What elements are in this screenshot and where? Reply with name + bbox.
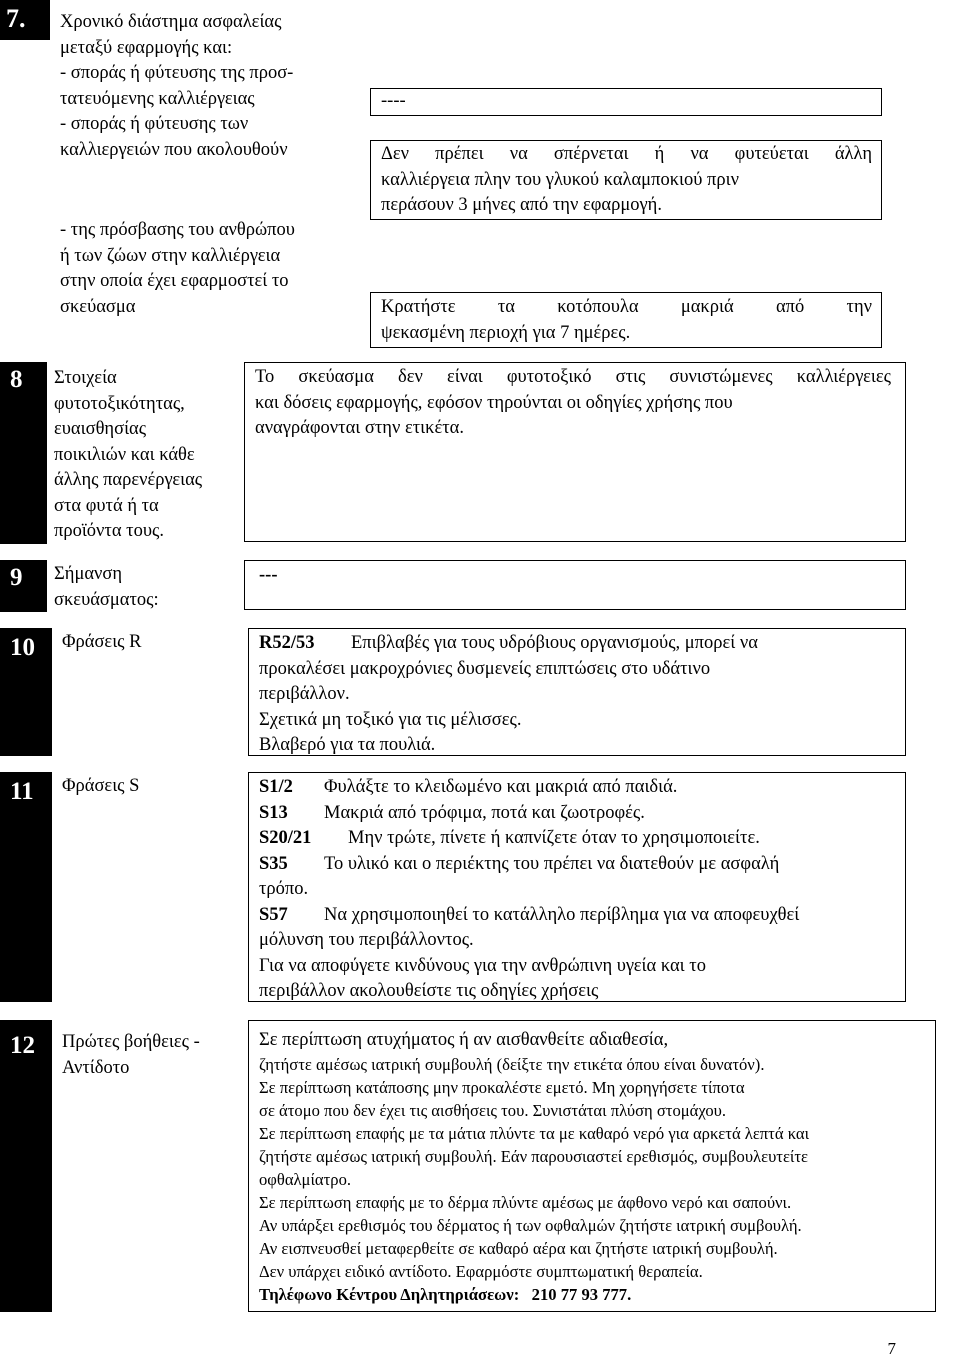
section-number-7: 7. [0,0,50,40]
value-line: περιβάλλον. [259,684,350,704]
value-line: ψεκασμένη περιοχή για 7 ημέρες. [381,322,631,343]
label-line: τατευόμενης καλλιέργειας [60,88,255,109]
value-line: σε άτομο που δεν έχει τις αισθήσεις του. Συνιστάται πλύση στομάχου. [259,1101,727,1120]
labelling-value-box [244,560,906,610]
section-number-9: 9 [0,560,47,612]
phytotoxicity-value-box [244,362,906,542]
label-line: στα φυτά ή τα [54,495,159,516]
value-line: Δεν υπάρχει ειδικό αντίδοτο. Εφαρμόστε συμπτωματική θεραπεία. [259,1262,703,1281]
value-line: προκαλέσει μακροχρόνιες δυσμενείς επιπτώσεις στο υδάτινο [259,658,711,679]
s-phrase-line [259,826,905,852]
s-phrase-line [259,775,905,801]
label-line: ή των ζώων στην καλλιέργεια [60,245,281,266]
value-line: ζητήστε αμέσως ιατρική συμβουλή. Εάν παρουσιαστεί ερεθισμός, συμβουλευτείτε [259,1147,809,1166]
value-line: οφθαλμίατρο. [259,1170,352,1189]
s-phrase-line [259,801,905,827]
r-phrase-text: Επιβλαβές για τους υδρόβιους οργανισμούς, μπορεί να [351,633,758,653]
s-phrase-code: S57 [259,904,288,925]
label-line: άλλης παρενέργειας [54,470,203,490]
s-phrase-text: Να χρησιμοποιηθεί το κατάλληλο περίβλημα για να αποφευχθεί [324,904,800,925]
value-line: Αν εισπνευσθεί μεταφερθείτε σε καθαρό αέρα και ζητήστε ιατρική συμβουλή. [259,1239,778,1258]
label-line: καλλιεργειών που ακολουθούν [60,139,288,160]
label-line: Πρώτες βοήθειες - [62,1032,200,1052]
value-line: Βλαβερό για τα πουλιά. [259,735,436,755]
first-aid-lines [259,1053,935,1306]
value-line: Σε περίπτωση επαφής με τα μάτια πλύντε τα με καθαρό νερό για αρκετά λεπτά και [259,1124,810,1143]
s-phrase-line [259,903,905,929]
protected-crop-value: ---- [381,91,406,111]
section7-label-access [60,218,295,320]
section-number-12: 12 [0,1020,52,1312]
s-phrase-code: S20/21 [259,828,312,848]
label-line: - σποράς ή φύτευσης των [60,114,249,134]
first-aid-box [248,1020,936,1312]
s-phrase-text: Μην τρώτε, πίνετε ή καπνίζετε όταν το χρησιμοποιείτε. [348,828,760,848]
s-phrase-text: Το υλικό και ο περιέκτης του πρέπει να διατεθούν με ασφαλή [324,853,780,874]
s-phrase-text: Μακριά από τρόφιμα, ποτά και ζωοτροφές. [324,802,645,823]
label-line: - της πρόσβασης του ανθρώπου [60,220,295,240]
label-line: ποικιλιών και κάθε [54,444,195,465]
section10-label: Φράσεις R [62,632,142,652]
section-number-8: 8 [0,362,47,544]
section8-label [54,366,202,545]
value-line: ζητήστε αμέσως ιατρική συμβουλή (δείξτε την ετικέτα όπου είναι δυνατόν). [259,1055,765,1074]
s-phrase-text: Φυλάξτε το κλειδωμένο και μακριά από παιδιά. [324,777,678,797]
protected-crop-value-box [370,88,882,116]
label-line: μεταξύ εφαρμογής και: [60,37,233,58]
label-line: Στοιχεία [54,368,117,388]
value-line: περιβάλλον ακολουθείστε τις οδηγίες χρήσεις [259,981,599,1001]
value-line: Δεν πρέπει να σπέρνεται ή να φυτεύεται άλλη [381,144,872,164]
label-line: σκευάσματος: [54,589,159,610]
label-line: στην οποία έχει εφαρμοστεί το [60,271,289,291]
label-line: - σποράς ή φύτευσης της προσ- [60,63,294,83]
poison-center-phone: Τηλέφωνο Κέντρου Δηλητηριάσεων: 210 77 93 777. [259,1285,632,1304]
value-line: Το σκεύασμα δεν είναι φυτοτοξικό στις συνιστώμενες καλλιέργειες [255,367,891,387]
r-phrases-box [248,628,906,756]
value-line: περάσουν 3 μήνες από την εφαρμογή. [381,195,662,215]
s-phrases-box [248,772,906,1002]
value-line: Σε περίπτωση κατάποσης μην προκαλέστε εμετό. Μη χορηγήσετε τίποτα [259,1078,745,1097]
label-line: Χρονικό διάστημα ασφαλείας [60,12,282,32]
section9-label [54,562,159,613]
value-line: τρόπο. [259,879,309,899]
value-line: Αν υπάρξει ερεθισμός του δέρματος ή των οφθαλμών ζητήστε ιατρική συμβουλή. [259,1216,802,1235]
label-line: σκεύασμα [60,296,136,317]
value-line: Σχετικά μη τοξικό για τις μέλισσες. [259,709,522,730]
value-line: και δόσεις εφαρμογής, εφόσον τηρούνται οι οδηγίες χρήσης που [255,392,733,413]
s-phrase-code: S35 [259,853,288,874]
value-line: μόλυνση του περιβάλλοντος. [259,930,474,950]
first-aid-intro: Σε περίπτωση ατυχήματος ή αν αισθανθείτε αδιαθεσία, [259,1030,669,1050]
label-line: Αντίδοτο [62,1057,130,1078]
section12-label [62,1030,200,1081]
value-line: Για να αποφύγετε κινδύνους για την ανθρώπινη υγεία και το [259,955,706,976]
value-line: Κρατήστε τα κοτόπουλα μακριά από την [381,297,872,317]
label-line: ευαισθησίας [54,419,147,439]
label-line: Σήμανση [54,564,123,584]
section-number-10: 10 [0,628,52,756]
section-number-11: 11 [0,772,52,1002]
label-line: προϊόντα τους. [54,521,164,541]
label-line: φυτοτοξικότητας, [54,393,185,414]
following-crops-value-box [370,140,882,220]
page-number: 7 [887,1339,896,1354]
value-line: αναγράφονται στην ετικέτα. [255,418,464,438]
s-phrase-code: S1/2 [259,777,293,797]
value-line: καλλιέργεια πλην του γλυκού καλαμποκιού πριν [381,169,739,190]
section7-label [60,10,293,163]
value-line: Σε περίπτωση επαφής με το δέρμα πλύντε αμέσως με άφθονο νερό και σαπούνι. [259,1193,792,1212]
section11-label: Φράσεις S [62,776,140,796]
s-phrase-code: S13 [259,802,288,823]
r-phrase-line [259,631,905,657]
labelling-value: --- [259,565,278,585]
r-phrase-code: R52/53 [259,633,315,653]
access-value-box [370,292,882,348]
s-phrase-line [259,852,905,878]
